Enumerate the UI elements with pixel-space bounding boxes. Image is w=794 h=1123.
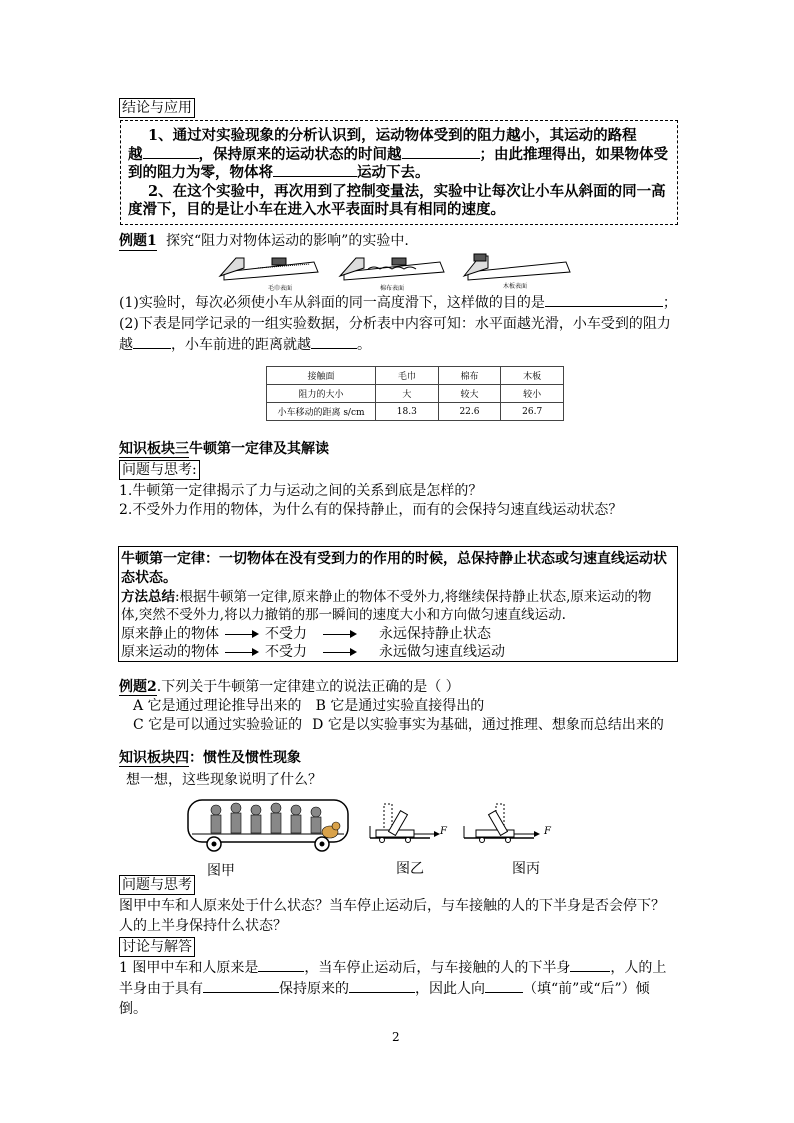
answer-line3: 倒。 — [119, 1001, 147, 1017]
example2-row2 — [133, 716, 664, 734]
example2-row1 — [133, 697, 484, 715]
answer-line1: 1 图甲中车和人原来是 ，当车停止运动后，与车接触的人的下半身 ，人的上 — [119, 960, 667, 976]
table-cell: 棉布 — [438, 367, 501, 385]
ramp-board-image — [464, 254, 570, 280]
newton-row-static: 原来静止的物体 不受力 永远保持静止状态 — [121, 626, 491, 642]
block3-q1: 1.牛顿第一定律揭示了力与运动之间的关系到底是怎样的？ — [119, 483, 483, 499]
table-cell: 阻力的大小 — [267, 385, 376, 403]
img-label-towel: 毛巾表面 — [268, 285, 293, 292]
data-table — [266, 366, 564, 421]
arrow-icon — [323, 648, 357, 656]
force-label-c: F — [544, 826, 551, 837]
block3-heading: 知识板块三牛顿第一定律及其解读 — [119, 441, 329, 457]
conclusion-line5: 度滑下，目的是让小车在进入水平表面时具有相同的速度。 — [128, 201, 505, 218]
example1-q2: (2)下表是同学记录的一组实验数据，分析表中内容可知：水平面越光滑，小车受到的阻力 — [119, 316, 671, 332]
block3-q2: 2.不受外力作用的物体，为什么有的保持静止，而有的会保持匀速直线运动状态？ — [119, 502, 623, 518]
example1-intro: 探究“阻力对物体运动的影响”的实验中. — [166, 233, 409, 249]
arrow-icon — [225, 630, 259, 638]
force-label-b: F — [440, 826, 447, 837]
block4-prompt: 想一想，这些现象说明了什么？ — [126, 772, 322, 788]
block3-think-heading: 问题与思考: — [119, 460, 200, 480]
fig-label-c: 图丙 — [512, 861, 540, 877]
block4-heading: 知识板块四：惯性及惯性现象 — [119, 750, 301, 766]
table-cell: 木板 — [501, 367, 564, 385]
discuss-heading: 讨论与解答 — [119, 937, 195, 957]
option-a[interactable]: A 它是通过理论推导出来的 — [133, 698, 302, 714]
option-b[interactable]: B 它是通过实验直接得出的 — [315, 698, 485, 714]
ramp-towel-image — [220, 258, 318, 280]
fig-label-a: 图甲 — [207, 863, 235, 879]
example2-question: 例题2.下列关于牛顿第一定律建立的说法正确的是（ ） — [119, 679, 460, 695]
conclusion-line1: 1、通过对实验现象的分析认识到，运动物体受到的阻力越小，其运动的路程 — [148, 127, 637, 144]
newton-row-moving: 原来运动的物体 不受力 永远做匀速直线运动 — [121, 644, 505, 660]
table-cell: 较小 — [501, 385, 564, 403]
img-label-board: 木板表面 — [503, 283, 528, 290]
table-cell: 26.7 — [501, 403, 564, 421]
example1-tag: 例题1 — [119, 233, 157, 249]
block4-think-q2: 人的上半身保持什么状态？ — [119, 918, 287, 934]
newton-law-line2: 态状态。 — [121, 570, 177, 586]
img-label-cotton: 棉布表面 — [380, 285, 405, 292]
table-cell: 22.6 — [438, 403, 501, 421]
newton-law-line1: 牛顿第一定律：一切物体在没有受到力的作用的时候，总保持静止状态或匀速直线运动状 — [121, 551, 667, 567]
method-line2: 体,突然不受外力,将以力撤销的那一瞬间的速度大小和方向做匀速直线运动. — [121, 607, 566, 623]
conclusion-line4: 2、在这个实验中，再次用到了控制变量法，实验中让每次让小车从斜面的同一高 — [148, 183, 666, 200]
option-c[interactable]: C 它是可以通过实验验证的 — [133, 717, 303, 733]
option-d[interactable]: D 它是以实验事实为基础，通过推理、想象而总结出来的 — [312, 717, 664, 733]
page-number: 2 — [392, 1030, 400, 1044]
conclusion-line2: 越 ，保持原来的运动状态的时间越 ；由此推理得出，如果物体受 — [128, 146, 668, 163]
table-cell: 较大 — [438, 385, 501, 403]
conclusion-line3: 到的阻力为零，物体将 运动下去。 — [128, 164, 430, 181]
example1-q2-cont: 越 ，小车前进的距离就越 。 — [119, 337, 371, 353]
block-cart-figure-b — [370, 804, 440, 843]
block4-think-heading: 问题与思考 — [119, 875, 195, 895]
example1-q1: (1)实验时，每次必须使小车从斜面的同一高度滑下，这样做的目的是 ； — [119, 295, 677, 311]
ramp-cotton-image — [340, 258, 444, 280]
table-row — [267, 403, 564, 421]
table-cell: 18.3 — [376, 403, 439, 421]
table-cell: 小车移动的距离 s/cm — [267, 403, 376, 421]
arrow-icon — [323, 630, 357, 638]
block-cart-figure-c — [464, 804, 540, 843]
table-cell: 大 — [376, 385, 439, 403]
method-line1: 方法总结:根据牛顿第一定律,原来静止的物体不受外力,将继续保持静止状态,原来运动的物 — [121, 589, 652, 605]
block4-think-q1: 图甲中车和人原来处于什么状态？当车停止运动后，与车接触的人的下半身是否会停下？ — [119, 898, 665, 914]
arrow-icon — [225, 648, 259, 656]
fig-label-b: 图乙 — [396, 861, 424, 877]
table-cell: 毛巾 — [376, 367, 439, 385]
inertia-figures — [184, 790, 564, 860]
table-cell: 接触面 — [267, 367, 376, 385]
table-row — [267, 367, 564, 385]
bus-passengers-image — [188, 800, 348, 851]
answer-line2: 半身由于具有 保持原来的 ，因此人向 （填“前”或“后”）倾 — [119, 981, 650, 997]
table-row — [267, 385, 564, 403]
conclusion-heading: 结论与应用 — [119, 98, 195, 118]
